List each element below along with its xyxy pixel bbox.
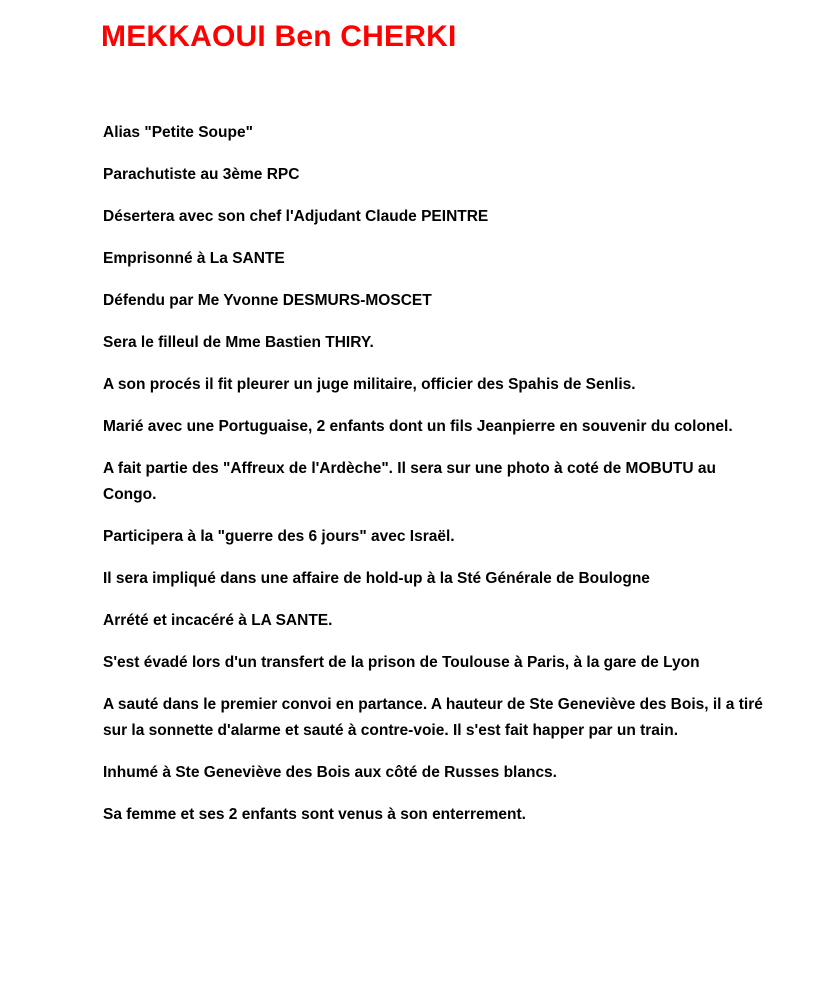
- paragraph-regiment: Parachutiste au 3ème RPC: [103, 166, 300, 183]
- paragraph-godson: Sera le filleul de Mme Bastien THIRY.: [103, 334, 374, 351]
- paragraph-funeral: Sa femme et ses 2 enfants sont venus à son enterrement.: [103, 806, 526, 823]
- paragraph-death: A sauté dans le premier convoi en partance. A hauteur de Ste Geneviève des Bois, il a tiré sur la sonnette d'alarme et sauté à contre-voie. Il s'est fait happer par un train.: [103, 696, 763, 739]
- paragraph-imprisonment: Emprisonné à La SANTE: [103, 250, 285, 267]
- paragraph-family: Marié avec une Portuguaise, 2 enfants dont un fils Jeanpierre en souvenir du colonel.: [103, 418, 733, 435]
- paragraph-escape: S'est évadé lors d'un transfert de la prison de Toulouse à Paris, à la gare de Lyon: [103, 654, 700, 671]
- paragraph-hold-up: Il sera impliqué dans une affaire de hold-up à la Sté Générale de Boulogne: [103, 570, 650, 587]
- paragraph-congo: A fait partie des "Affreux de l'Ardèche". Il sera sur une photo à coté de MOBUTU au Congo.: [103, 460, 716, 503]
- page-title: MEKKAOUI Ben CHERKI: [101, 20, 457, 53]
- paragraph-arrest: Arrété et incacéré à LA SANTE.: [103, 612, 333, 629]
- paragraph-burial: Inhumé à Ste Geneviève des Bois aux côté de Russes blancs.: [103, 764, 557, 781]
- paragraph-defense: Défendu par Me Yvonne DESMURS-MOSCET: [103, 292, 432, 309]
- paragraph-six-day-war: Participera à la "guerre des 6 jours" avec Israël.: [103, 528, 455, 545]
- paragraph-alias: Alias "Petite Soupe": [103, 124, 253, 141]
- paragraph-desertion: Désertera avec son chef l'Adjudant Claude PEINTRE: [103, 208, 489, 225]
- paragraph-trial: A son procés il fit pleurer un juge militaire, officier des Spahis de Senlis.: [103, 376, 636, 393]
- document-body: [103, 120, 763, 844]
